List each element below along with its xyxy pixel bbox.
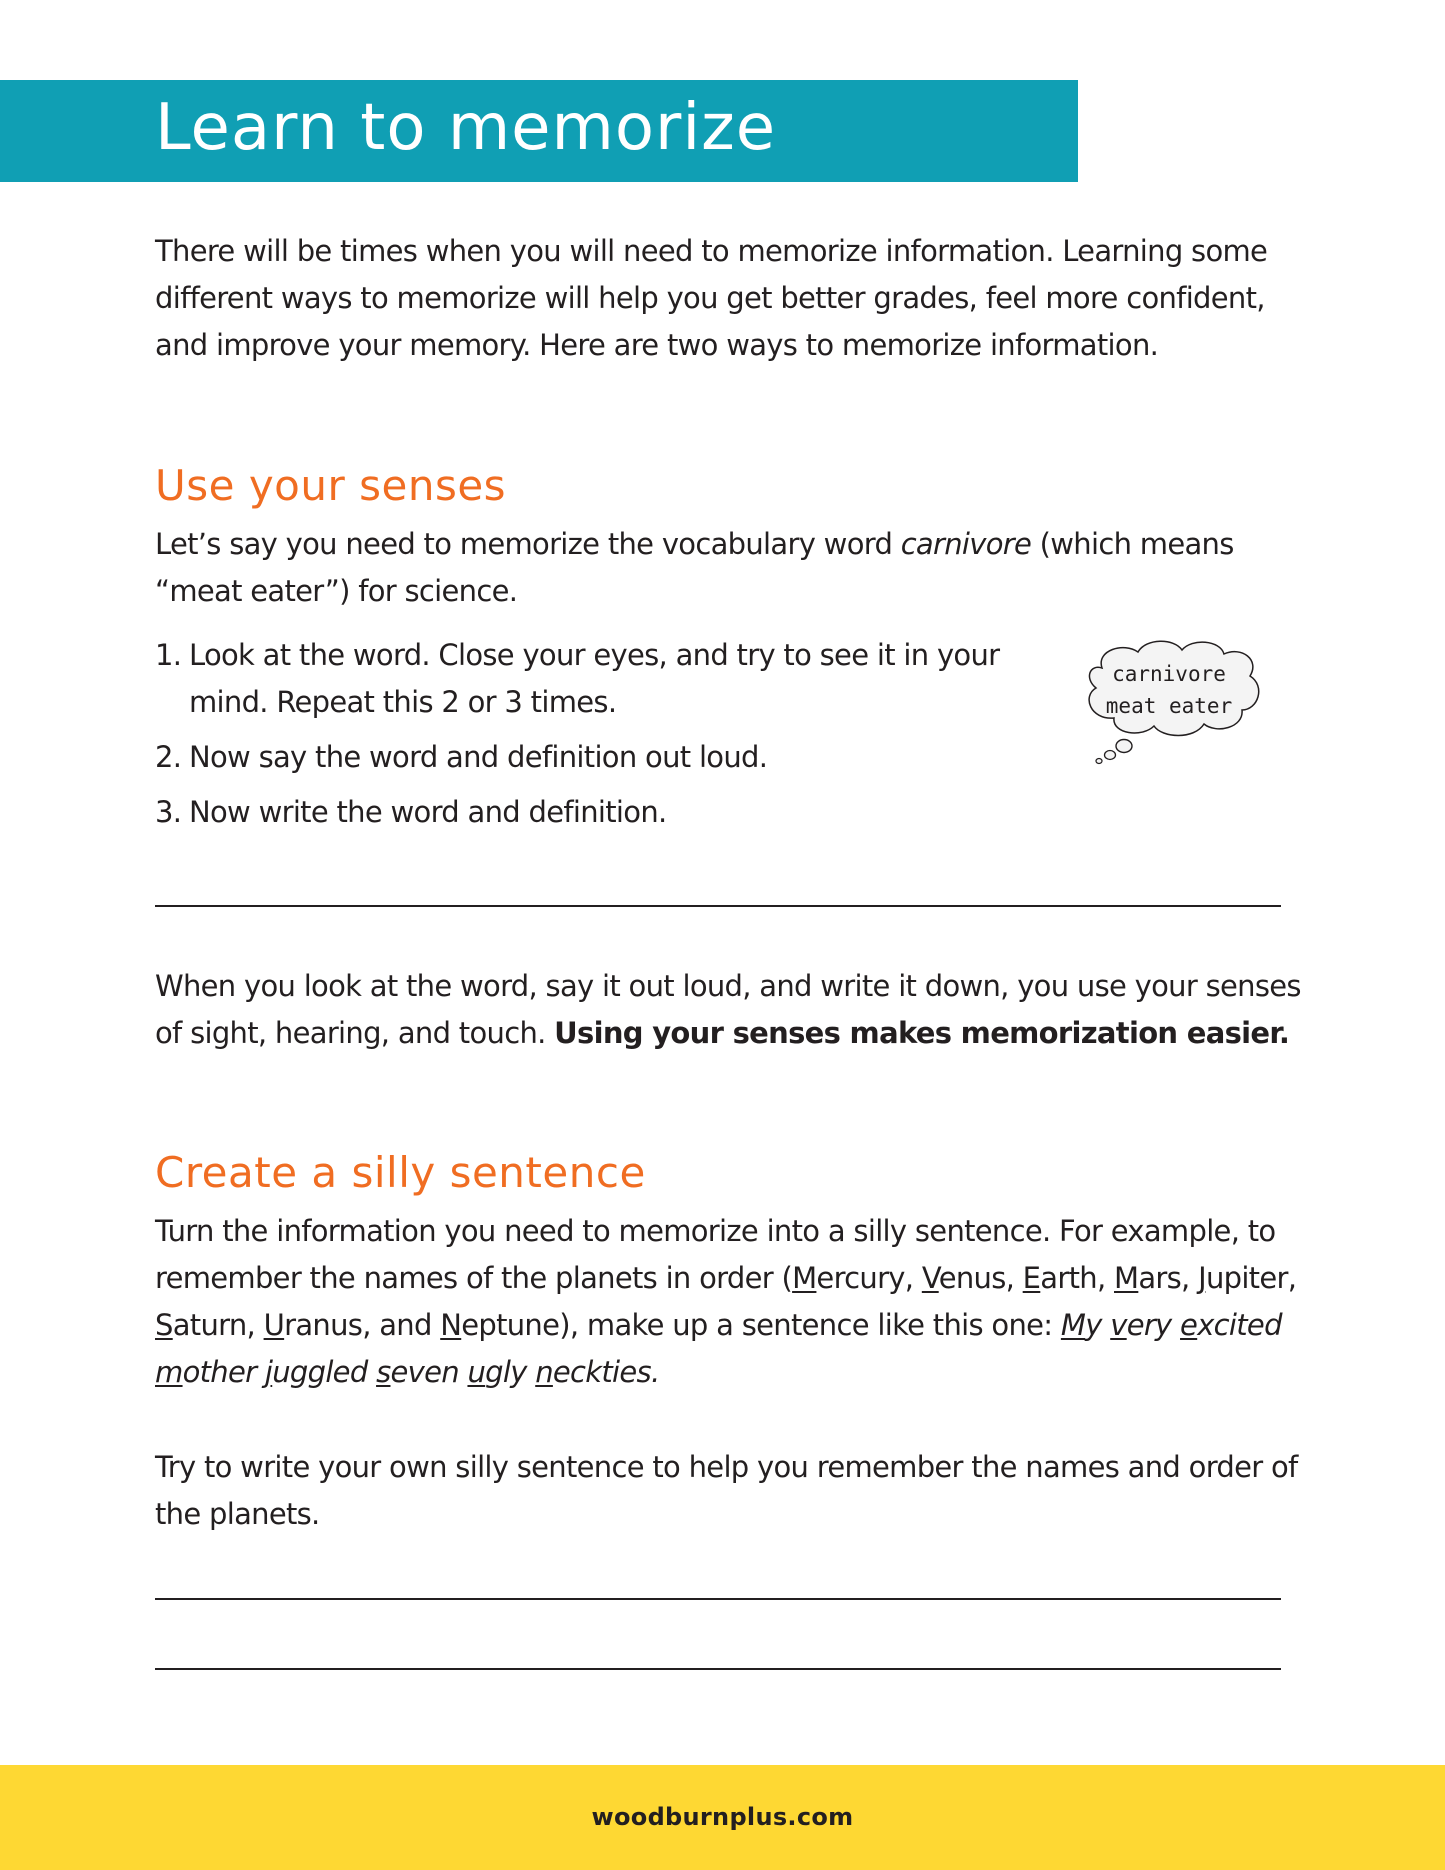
step-text: Now say the word and definition out loud.: [189, 740, 768, 774]
senses-heading: Use your senses: [155, 461, 507, 510]
senses-summary: [155, 963, 1325, 1057]
bubble-word: carnivore: [1112, 662, 1226, 686]
step-number: 2.: [155, 740, 182, 774]
writing-line[interactable]: [155, 1668, 1281, 1670]
silly-sentence-paragraph: [155, 1208, 1305, 1396]
planet-name: Uranus: [263, 1308, 363, 1342]
planet-initial: J: [1198, 1261, 1206, 1295]
planet-name: Jupiter: [1198, 1261, 1288, 1295]
planet-name: Earth: [1022, 1261, 1097, 1295]
senses-paragraph: [155, 521, 1305, 615]
planet-name: Venus: [921, 1261, 1006, 1295]
planet-name: Saturn: [155, 1308, 247, 1342]
thought-bubble: [1080, 636, 1280, 776]
silly-text-middle: ), make up a sentence like this one:: [559, 1308, 1061, 1342]
planet-initial: M: [1114, 1261, 1139, 1295]
summary-bold-text: Using your senses makes memorization easier.: [554, 1016, 1290, 1050]
planet-initial: E: [1022, 1261, 1041, 1295]
page-title: Learn to memorize: [155, 91, 777, 165]
writing-line[interactable]: [155, 1598, 1281, 1600]
planet-initial: V: [921, 1261, 939, 1295]
planet-initial: S: [155, 1308, 173, 1342]
steps-list: [155, 632, 1055, 844]
planet-list: Mercury, Venus, Earth, Mars, Jupiter, Saturn, Uranus, and Neptune: [155, 1261, 1297, 1342]
planet-initial: M: [792, 1261, 817, 1295]
planet-name: Mars: [1114, 1261, 1182, 1295]
senses-text-before: Let’s say you need to memorize the vocabulary word: [155, 527, 901, 561]
title-banner: [0, 80, 1078, 182]
step-item: [155, 734, 1055, 781]
step-text: Look at the word. Close your eyes, and try to see it in your mind. Repeat this 2 or 3 times.: [189, 638, 1000, 719]
step-number: 1.: [155, 638, 182, 672]
planet-name: Neptune: [440, 1308, 560, 1342]
writing-line[interactable]: [155, 905, 1281, 907]
footer-bar: [0, 1765, 1445, 1870]
vocabulary-word: carnivore: [900, 527, 1032, 561]
summary-text: When you look at the word, say it out loud, and write it down, you use your senses of sight, hearing, and touch.: [155, 969, 1301, 1050]
silly-sentence-heading: Create a silly sentence: [155, 1148, 646, 1197]
step-text: Now write the word and definition.: [189, 795, 667, 829]
bubble-definition: meat eater: [1105, 694, 1233, 718]
try-prompt: Try to write your own silly sentence to help you remember the names and order of the planets.: [155, 1450, 1298, 1531]
website-link[interactable]: woodburnplus.com: [591, 1803, 854, 1831]
intro-paragraph: There will be times when you will need to memorize information. Learning some different ways to memorize will help you get better grades, feel more confident, and improve your memory. Here are two ways to memorize information.: [155, 234, 1268, 362]
step-number: 3.: [155, 795, 182, 829]
senses-text-after: (which means “meat eater”) for science.: [155, 527, 1234, 608]
step-item: [155, 789, 1055, 836]
planet-initial: N: [440, 1308, 462, 1342]
mnemonic-sentence: My very excited mother juggled seven ugly neckties.: [155, 1308, 1282, 1389]
silly-text-before: Turn the information you need to memorize into a silly sentence. For example, to remember the names of the planets in order (: [155, 1214, 1276, 1295]
planet-initial: U: [263, 1308, 285, 1342]
planet-name: Mercury: [792, 1261, 905, 1295]
step-item: [155, 632, 1055, 726]
